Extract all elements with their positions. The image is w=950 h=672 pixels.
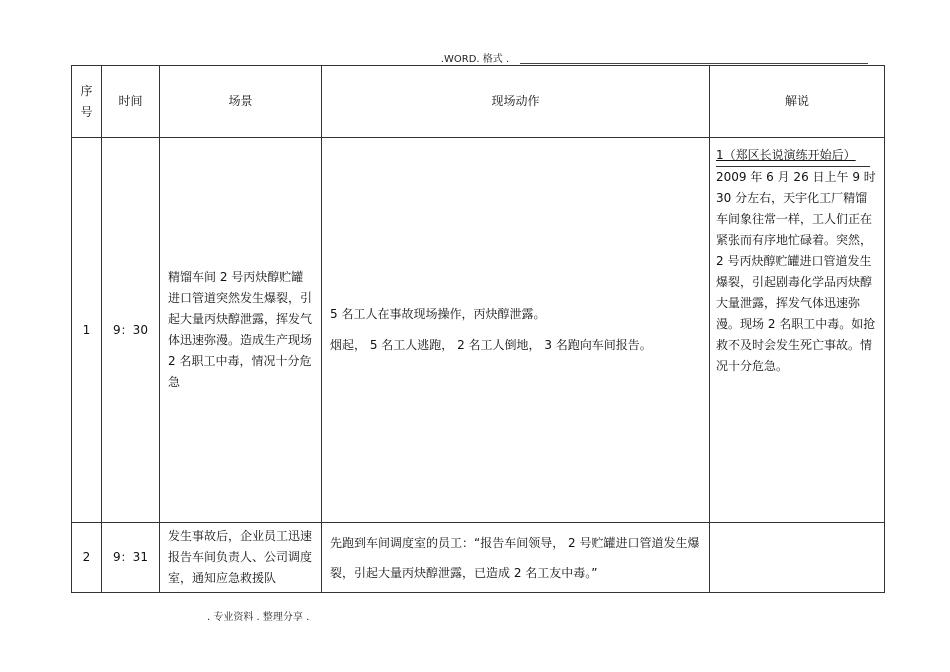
header-watermark: .WORD. 格式 . (440, 54, 510, 65)
table-row (72, 138, 885, 523)
row-explain (710, 523, 885, 593)
header-seq-line1: 序 (80, 83, 93, 98)
row-action (322, 138, 710, 523)
header-action: 现场动作 (322, 66, 710, 138)
table-header-row (72, 66, 885, 138)
table-row (72, 523, 885, 593)
row-scene: 精馏车间 2 号丙炔醇贮罐进口管道突然发生爆裂，引起大量丙炔醇泄露，挥发气体迅速弥漫。造成生产现场 2 名职工中毒，情况十分危急 (160, 138, 322, 523)
row-seq: 2 (72, 523, 102, 593)
explain-title: 1（郑区长说演练开始后） (716, 144, 870, 167)
row-action-line1: 5 名工人在事故现场操作，丙炔醇泄露。 (330, 307, 546, 321)
header-seq (72, 66, 102, 138)
row-seq: 1 (72, 138, 102, 523)
row-action: 先跑到车间调度室的员工：“报告车间领导， 2 号贮罐进口管道发生爆裂，引起大量丙炔醇泄露，已造成 2 名工友中毒。” (322, 523, 710, 593)
row-time: 9：31 (102, 523, 160, 593)
drill-script-table (71, 65, 885, 593)
header-seq-line2: 号 (80, 104, 93, 119)
header-rule (520, 63, 868, 64)
row-time: 9：30 (102, 138, 160, 523)
footer-watermark: . 专业资料 . 整理分享 . (207, 612, 310, 623)
row-explain (710, 138, 885, 523)
row-scene: 发生事故后，企业员工迅速报告车间负责人、公司调度室，通知应急救援队 (160, 523, 322, 593)
explain-body: 2009 年 6 月 26 日上午 9 时 30 分左右，天宇化工厂精馏车间象往常一样，工人们正在紧张而有序地忙碌着。突然， 2 号丙炔醇贮罐进口管道发生爆裂，引起剧毒化学品丙炔醇大量泄露，挥发气体迅速弥漫。现场 2 名职工中毒。如抢救不及时会发生死亡事故。情况十分危急。 (716, 170, 876, 373)
row-action-line2: 烟起， 5 名工人逃跑， 2 名工人倒地， 3 名跑向车间报告。 (330, 338, 652, 352)
header-time: 时间 (102, 66, 160, 138)
header-explain: 解说 (710, 66, 885, 138)
header-scene: 场景 (160, 66, 322, 138)
